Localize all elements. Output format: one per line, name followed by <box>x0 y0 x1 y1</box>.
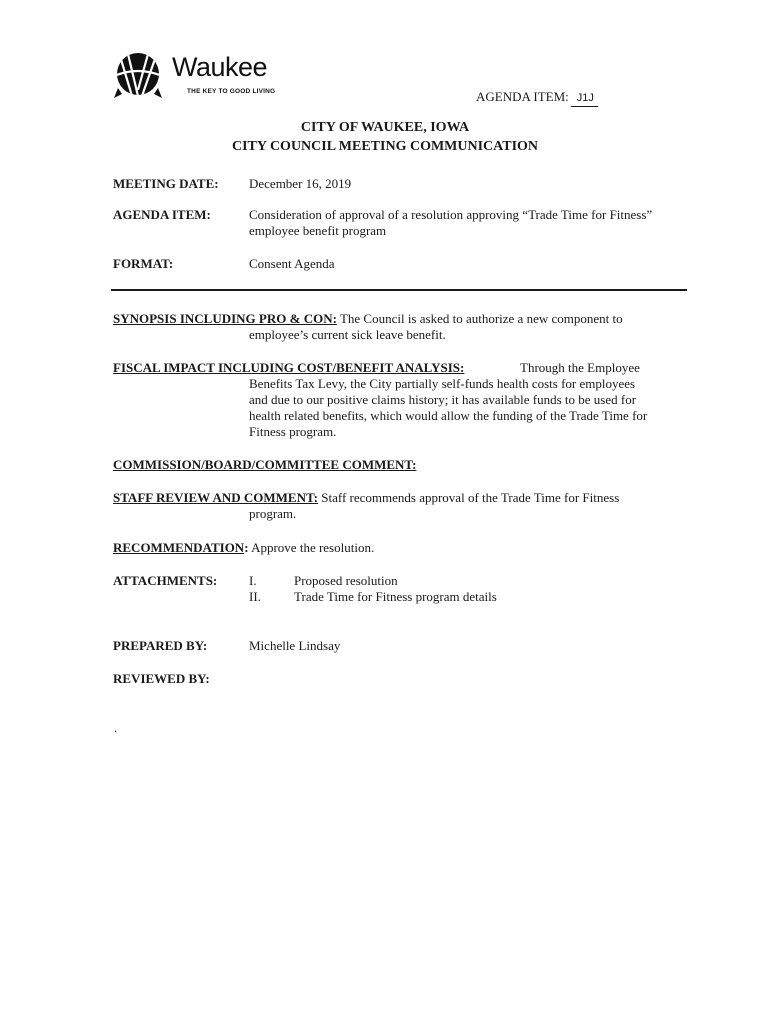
fiscal-impact-line1: Through the Employee <box>520 360 640 375</box>
agenda-item-text-line1: Consideration of approval of a resolution approving “Trade Time for Fitness” <box>249 207 653 222</box>
attachment-item-text: Proposed resolution <box>294 573 398 588</box>
staff-review-text: Staff recommends approval of the Trade Time for Fitness <box>321 490 620 505</box>
fiscal-impact-line4: health related benefits, which would allow the funding of the Trade Time for <box>249 408 648 423</box>
logo <box>112 50 292 100</box>
staff-review-line2: program. <box>249 506 297 521</box>
fiscal-impact-line5: Fitness program. <box>249 424 337 439</box>
meeting-date-value: December 16, 2019 <box>249 176 352 191</box>
waukee-globe-logo-icon <box>112 50 166 100</box>
staff-review-heading: STAFF REVIEW AND COMMENT: <box>113 490 318 505</box>
agenda-item-text-line2: employee benefit program <box>249 223 387 238</box>
page-title-line2: CITY COUNCIL MEETING COMMUNICATION <box>231 139 539 154</box>
agenda-item-header <box>476 89 598 107</box>
format-value: Consent Agenda <box>249 256 335 271</box>
fiscal-impact-line3: and due to our positive claims history; it has available funds to be used for <box>249 392 637 407</box>
prepared-by-label: PREPARED BY: <box>113 638 208 653</box>
attachment-item-text: Trade Time for Fitness program details <box>294 589 497 604</box>
prepared-by-value: Michelle Lindsay <box>249 638 341 653</box>
staff-review-line1 <box>113 490 619 506</box>
logo-wordmark: Waukee <box>172 52 268 82</box>
reviewed-by-label: REVIEWED BY: <box>113 671 210 686</box>
agenda-item-header-value: J1J <box>571 90 598 107</box>
fiscal-impact-heading: FISCAL IMPACT INCLUDING COST/BENEFIT ANALYSIS: <box>113 360 465 375</box>
format-label: FORMAT: <box>113 256 174 271</box>
page-title-line1: CITY OF WAUKEE, IOWA <box>300 120 470 135</box>
agenda-item-label: AGENDA ITEM: <box>113 207 211 222</box>
synopsis-text: The Council is asked to authorize a new component to <box>339 311 623 326</box>
synopsis-line1 <box>113 311 623 327</box>
recommendation-colon: : <box>244 540 249 555</box>
synopsis-line2: employee’s current sick leave benefit. <box>249 327 446 342</box>
logo-tagline: THE KEY TO GOOD LIVING <box>187 88 276 95</box>
trailing-mark: . <box>114 720 118 735</box>
recommendation-heading: RECOMMENDATION <box>113 540 245 555</box>
recommendation-text: Approve the resolution. <box>251 540 375 555</box>
meeting-date-label: MEETING DATE: <box>113 176 219 191</box>
commission-comment-heading: COMMISSION/BOARD/COMMITTEE COMMENT: <box>113 457 417 472</box>
attachments-label: ATTACHMENTS: <box>113 573 218 588</box>
section-divider <box>111 289 687 291</box>
synopsis-heading: SYNOPSIS INCLUDING PRO & CON: <box>113 311 337 326</box>
recommendation-line <box>113 540 374 556</box>
attachment-item-num: II. <box>249 589 261 604</box>
agenda-item-header-label: AGENDA ITEM: <box>476 89 569 104</box>
attachment-item-num: I. <box>249 573 257 588</box>
fiscal-impact-line2: Benefits Tax Levy, the City partially self-funds health costs for employees <box>249 376 636 391</box>
